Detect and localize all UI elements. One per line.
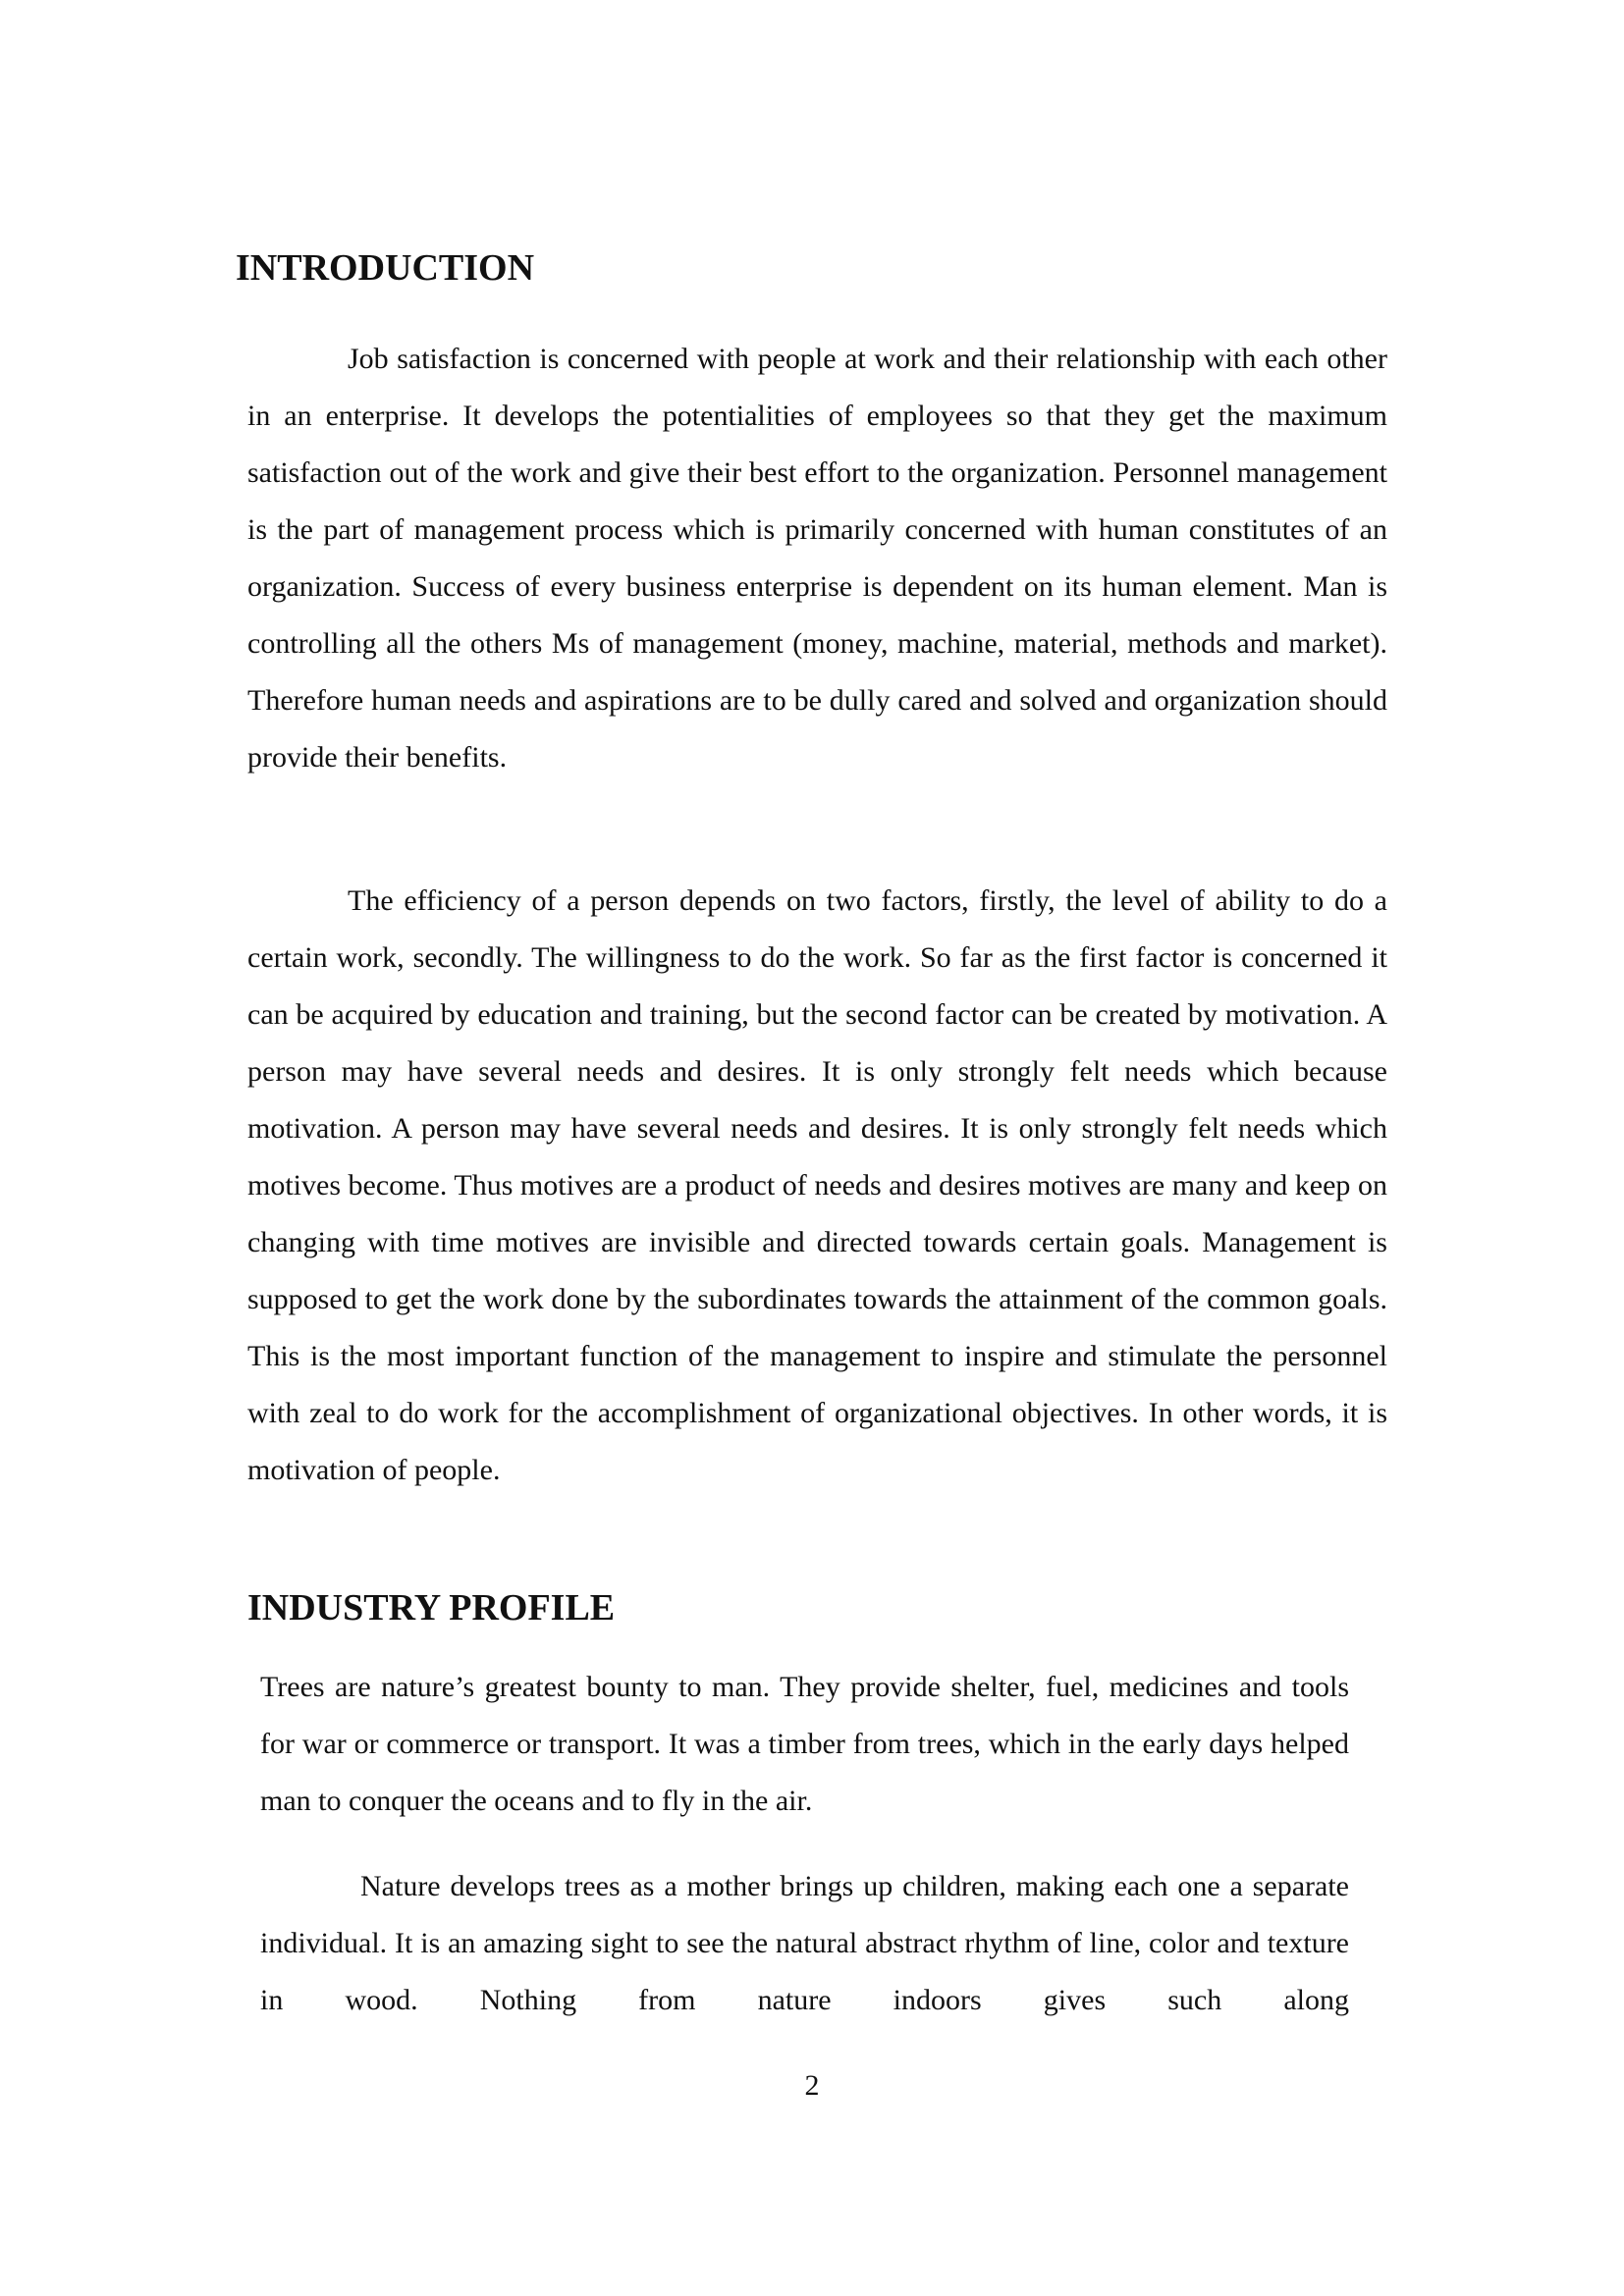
introduction-paragraph-1: Job satisfaction is concerned with people at work and their relationship with each other in an enterprise. It develops the potentialities of employees so that they get the maximum satisfaction out of the work and give their best effort to the organization. Personnel management is the part of management process which is primarily concerned with human constitutes of an organization. Success of every business enterprise is dependent on its human element. Man is controlling all the others Ms of management (money, machine, material, methods and market). Therefore human needs and aspirations are to be dully cared and solved and organization should provide their benefits. bbox=[247, 343, 1387, 774]
section-heading-introduction: INTRODUCTION bbox=[236, 247, 535, 289]
section-heading-industry-profile: INDUSTRY PROFILE bbox=[247, 1587, 616, 1629]
page-number: 2 bbox=[804, 2069, 820, 2102]
industry-profile-paragraph-2: Nature develops trees as a mother brings up children, making each one a separate individual. It is an amazing sight to see the natural abstract rhythm of line, color and texture in wood. Nothing from nature indoors gives such along bbox=[260, 1870, 1349, 2016]
industry-profile-paragraph-1: Trees are nature’s greatest bounty to man. They provide shelter, fuel, medicines and tools for war or commerce or transport. It was a timber from trees, which in the early days helped man to conquer the oceans and to fly in the air. bbox=[260, 1671, 1349, 1817]
introduction-paragraph-2: The efficiency of a person depends on two factors, firstly, the level of ability to do a certain work, secondly. The willingness to do the work. So far as the first factor is concerned it can be acquired by education and training, but the second factor can be created by motivation. A person may have several needs and desires. It is only strongly felt needs which because motivation. A person may have several needs and desires. It is only strongly felt needs which motives become. Thus motives are a product of needs and desires motives are many and keep on changing with time motives are invisible and directed towards certain goals. Management is supposed to get the work done by the subordinates towards the attainment of the common goals. This is the most important function of the management to inspire and stimulate the personnel with zeal to do work for the accomplishment of organizational objectives. In other words, it is motivation of people. bbox=[247, 884, 1387, 1486]
